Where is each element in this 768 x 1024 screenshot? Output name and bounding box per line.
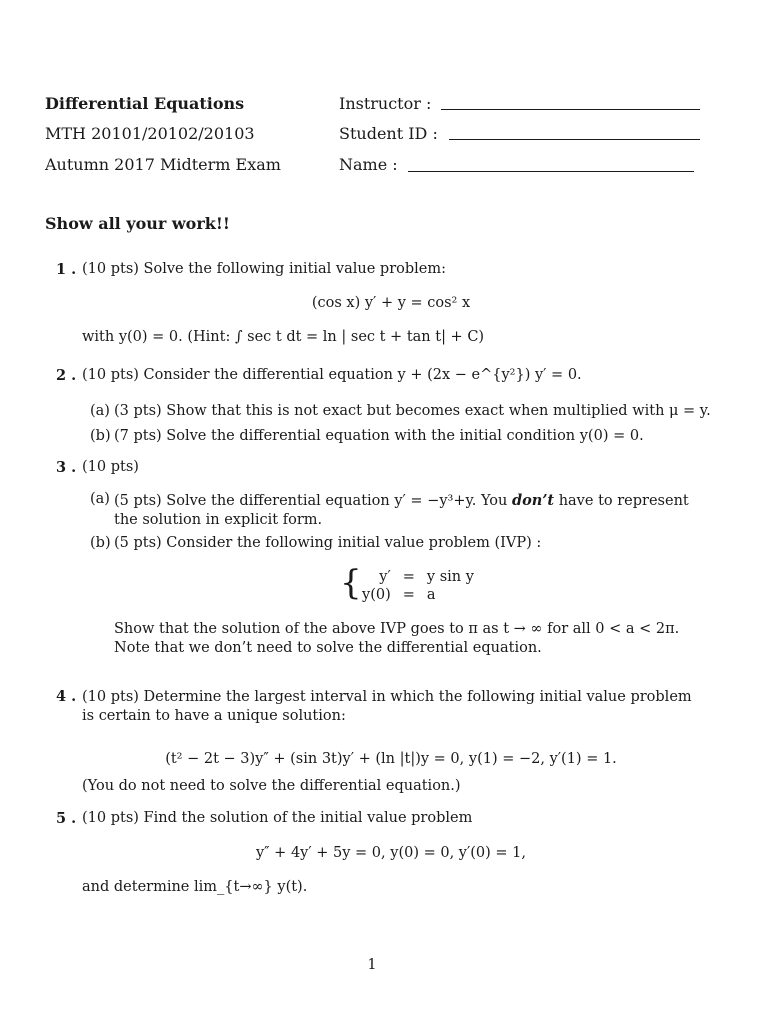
- q4-stem: (10 pts) Determine the largest interval in which the following initial value problem is certain to have a unique solution:: [82, 689, 692, 724]
- q1-stem: (10 pts) Solve the following initial value problem:: [82, 261, 447, 277]
- ivp-lhs: y′: [379, 569, 391, 585]
- student-id-label: Student ID :: [339, 124, 438, 143]
- ivp-eq: =: [402, 569, 415, 585]
- q5-follow: and determine lim_{t→∞} y(t).: [82, 879, 308, 895]
- ivp-rhs: y sin y: [426, 569, 474, 585]
- q3a-text: [114, 491, 704, 530]
- ivp-rhs: a: [426, 587, 436, 603]
- q2b-label: (b): [90, 428, 111, 444]
- q1-number: 1 .: [56, 261, 77, 278]
- ivp-eq: =: [402, 587, 415, 603]
- q4-note: (You do not need to solve the differential equation.): [82, 778, 461, 794]
- q2-stem: (10 pts) Consider the differential equation y + (2x − e^{y²}) y′ = 0.: [82, 367, 582, 383]
- q2a-label: (a): [90, 403, 110, 419]
- q1-hint: with y(0) = 0. (Hint: ∫ sec t dt = ln | sec t + tan t| + C): [82, 329, 485, 345]
- q3b-label: (b): [90, 535, 111, 551]
- q5-number: 5 .: [56, 810, 77, 827]
- instructor-field[interactable]: [441, 109, 700, 110]
- course-code: MTH 20101/20102/20103: [45, 124, 255, 143]
- q2-number: 2 .: [56, 367, 77, 384]
- q3a-pre: (5 pts) Solve the differential equation y′ = −y³+y. You: [114, 493, 512, 509]
- system-brace-icon: {: [340, 563, 362, 603]
- ivp-lhs: y(0): [362, 587, 391, 603]
- ivp-row: [356, 568, 480, 586]
- q3a-emph: don’t: [511, 492, 555, 509]
- q3a-label: (a): [90, 491, 110, 507]
- name-field[interactable]: [408, 171, 694, 172]
- q2a-text: (3 pts) Show that this is not exact but becomes exact when multiplied with μ = y.: [114, 403, 711, 419]
- q4-number: 4 .: [56, 688, 77, 705]
- q3-stem: (10 pts): [82, 459, 139, 475]
- instructions: Show all your work!!: [45, 214, 230, 233]
- q5-equation: y″ + 4y′ + 5y = 0, y(0) = 0, y′(0) = 1,: [255, 845, 527, 861]
- name-label: Name :: [339, 155, 398, 174]
- q5-stem: (10 pts) Find the solution of the initial value problem: [82, 810, 473, 826]
- instructor-label: Instructor :: [339, 94, 432, 113]
- page-number: 1: [367, 957, 377, 973]
- q1-equation: (cos x) y′ + y = cos² x: [311, 295, 471, 311]
- q3a-post: have to represent the solution in explicit form.: [114, 493, 689, 528]
- student-id-field[interactable]: [449, 139, 700, 140]
- q3b-text: (5 pts) Consider the following initial value problem (IVP) :: [114, 535, 542, 551]
- q4-equation: (t² − 2t − 3)y″ + (sin 3t)y′ + (ln |t|)y = 0, y(1) = −2, y′(1) = 1.: [165, 751, 617, 767]
- ivp-row: [356, 586, 480, 604]
- q3b-note: Show that the solution of the above IVP goes to π as t → ∞ for all 0 < a < 2π. Note that we don’t need to solve the differential equation.: [114, 621, 680, 656]
- q2b-text: (7 pts) Solve the differential equation with the initial condition y(0) = 0.: [114, 428, 644, 444]
- ivp-system: [356, 568, 480, 604]
- q3-number: 3 .: [56, 459, 77, 476]
- exam-title: Autumn 2017 Midterm Exam: [45, 155, 281, 174]
- course-title: Differential Equations: [45, 94, 245, 113]
